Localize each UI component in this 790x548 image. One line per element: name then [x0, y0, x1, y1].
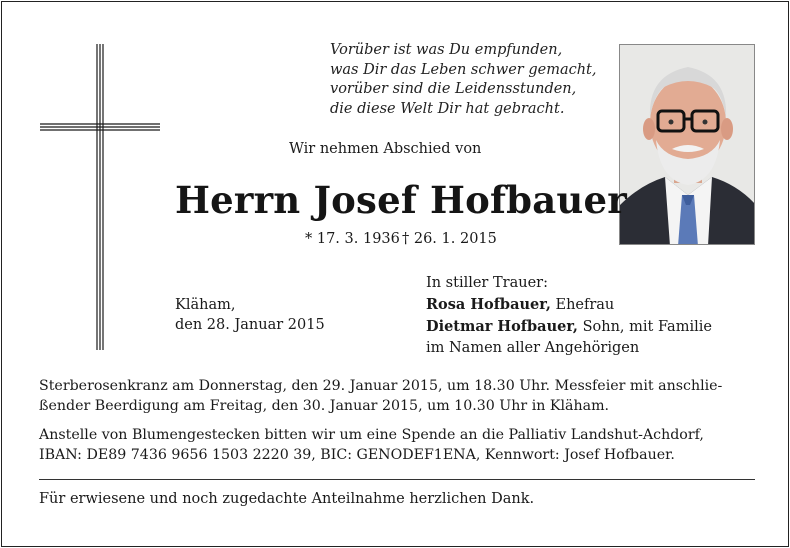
deceased-name: Herrn Josef Hofbauer [175, 178, 627, 222]
poem-line: vorüber sind die Leidensstunden, [330, 81, 577, 97]
service-line: Sterberosenkranz am Donnerstag, den 29. Januar 2015, um 18.30 Uhr. Messfeier mit anschlie- [39, 378, 723, 394]
place-and-date [175, 295, 325, 335]
farewell-line: Wir nehmen Abschied von [289, 141, 482, 157]
portrait-illustration [620, 45, 755, 245]
thanks-line: Für erwiesene und noch zugedachte Anteilnahme herzlichen Dank. [39, 491, 535, 507]
mourner-name: Dietmar Hofbauer, [426, 318, 578, 335]
mourners-block [426, 273, 712, 359]
obituary-card [1, 1, 789, 547]
mourner-relation: Sohn, mit Familie [577, 319, 712, 335]
donation-line: Anstelle von Blumengestecken bitten wir um eine Spende an die Palliativ Landshut-Achdorf, [39, 427, 704, 443]
service-details [39, 376, 759, 416]
donation-line: IBAN: DE89 7436 9656 1503 2220 39, BIC: GENODEF1ENA, Kennwort: Josef Hofbauer. [39, 447, 675, 463]
cross-icon [40, 44, 160, 350]
portrait-photo [619, 44, 755, 245]
mourners-heading: In stiller Trauer: [426, 275, 548, 291]
divider [39, 479, 755, 480]
poem-line: die diese Welt Dir hat gebracht. [330, 100, 565, 117]
donation-details [39, 425, 759, 465]
mourner-entry [426, 316, 712, 338]
mourner-name: Rosa Hofbauer, [426, 296, 551, 313]
poem-line: Vorüber ist was Du empfunden, [330, 42, 563, 58]
service-notice [39, 376, 759, 474]
poem-line: was Dir das Leben schwer gemacht, [330, 61, 597, 78]
birth-date: * 17. 3. 1936 [305, 231, 400, 247]
mourners-closing: im Namen aller Angehörigen [426, 340, 640, 356]
service-line: ßender Beerdigung am Freitag, den 30. Januar 2015, um 10.30 Uhr in Kläham. [39, 398, 610, 414]
place: Kläham, [175, 297, 236, 313]
mourner-relation: Ehefrau [550, 297, 615, 313]
mourner-entry [426, 294, 712, 316]
date: den 28. Januar 2015 [175, 317, 325, 333]
poem [330, 41, 620, 119]
death-date: † 26. 1. 2015 [402, 231, 497, 247]
